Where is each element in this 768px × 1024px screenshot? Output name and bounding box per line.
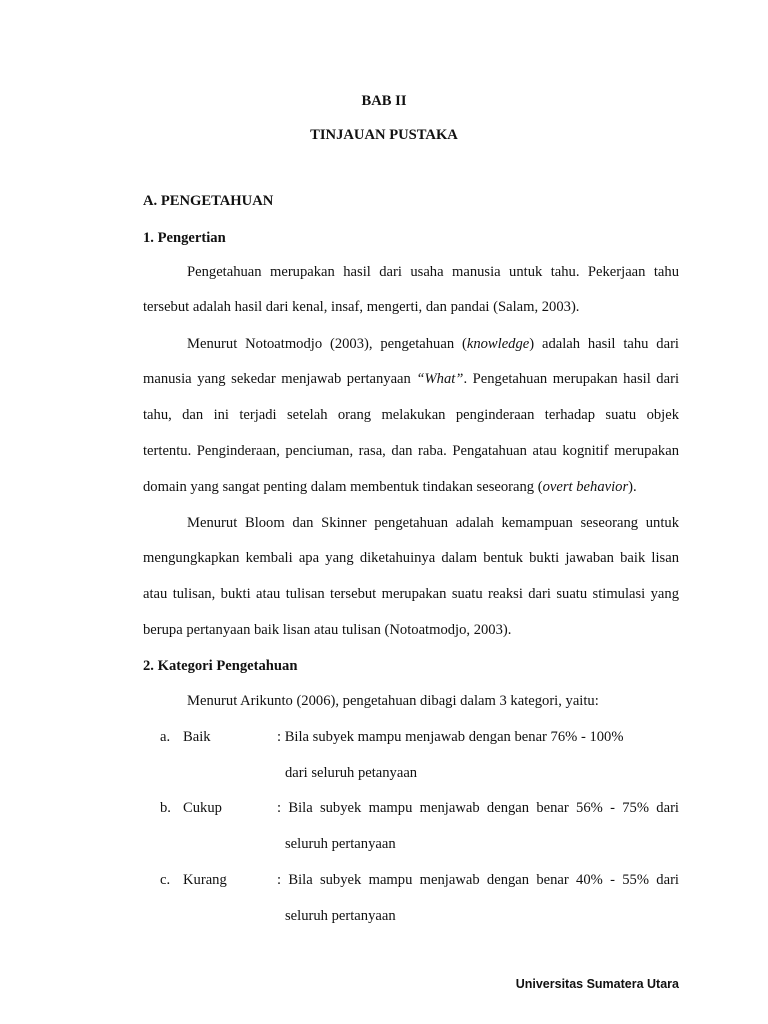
list-item-desc: seluruh pertanyaan (285, 836, 396, 852)
list-item-desc: : Bila subyek mampu menjawab dengan benar 56% - 75% dari (277, 800, 679, 816)
paragraph-line: tahu, dan ini terjadi setelah orang melakukan penginderaan terhadap suatu objek (143, 407, 679, 423)
chapter-heading: BAB II (361, 93, 407, 109)
list-item-label: Baik (183, 729, 211, 745)
paragraph-line: Menurut Arikunto (2006), pengetahuan dibagi dalam 3 kategori, yaitu: (187, 693, 599, 709)
list-item-letter: c. (160, 872, 171, 888)
paragraph-line: atau tulisan, bukti atau tulisan tersebut merupakan suatu reaksi dari suatu stimulasi yang (143, 586, 679, 602)
subsection-heading-pengertian: 1. Pengertian (143, 230, 226, 246)
list-item-letter: a. (160, 729, 171, 745)
italic-term: knowledge (466, 336, 530, 352)
list-item-letter: b. (160, 800, 171, 816)
paragraph-line: manusia yang sekedar menjawab pertanyaan “What”. Pengetahuan merupakan hasil dari (143, 371, 680, 387)
section-heading: A. PENGETAHUAN (143, 193, 274, 209)
italic-term: overt behavior (542, 479, 629, 495)
subsection-heading-kategori: 2. Kategori Pengetahuan (143, 658, 298, 674)
list-item-label: Kurang (183, 872, 227, 888)
paragraph-line: tersebut adalah hasil dari kenal, insaf, mengerti, dan pandai (Salam, 2003). (143, 299, 580, 315)
paragraph-line: Menurut Notoatmodjo (2003), pengetahuan (knowledge) adalah hasil tahu dari (187, 336, 679, 352)
paragraph-line: domain yang sangat penting dalam membentuk tindakan seseorang (overt behavior). (143, 479, 637, 495)
paragraph-line: berupa pertanyaan baik lisan atau tulisan (Notoatmodjo, 2003). (143, 622, 512, 638)
list-item-desc: : Bila subyek mampu menjawab dengan benar 76% - 100% (277, 729, 624, 745)
chapter-title: TINJAUAN PUSTAKA (310, 127, 458, 143)
paragraph-line: mengungkapkan kembali apa yang diketahuinya dalam bentuk bukti jawaban baik lisan (143, 550, 679, 566)
paragraph-line: tertentu. Penginderaan, penciuman, rasa, dan raba. Pengatahuan atau kognitif merupakan (143, 443, 679, 459)
list-item-desc: : Bila subyek mampu menjawab dengan benar 40% - 55% dari (277, 872, 679, 888)
list-item-label: Cukup (183, 800, 222, 816)
list-item-desc: dari seluruh petanyaan (285, 765, 418, 781)
list-item-desc: seluruh pertanyaan (285, 908, 396, 924)
italic-term: “What” (416, 371, 464, 387)
paragraph-line: Pengetahuan merupakan hasil dari usaha manusia untuk tahu. Pekerjaan tahu (187, 264, 679, 280)
paragraph-line: Menurut Bloom dan Skinner pengetahuan adalah kemampuan seseorang untuk (187, 515, 679, 531)
page-footer: Universitas Sumatera Utara (515, 977, 679, 991)
